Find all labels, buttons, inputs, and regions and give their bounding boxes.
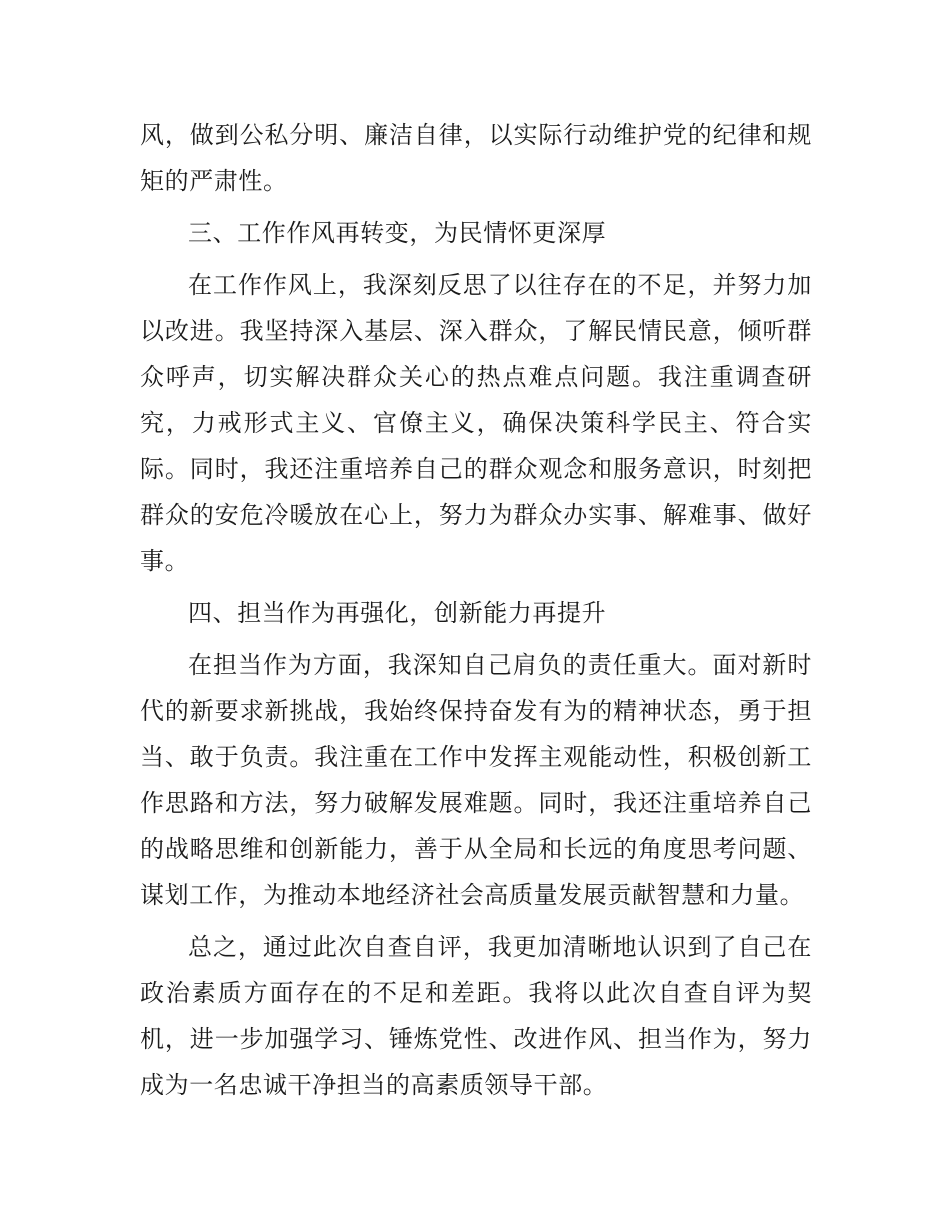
section-heading-4: 四、担当作为再强化，创新能力再提升 xyxy=(188,599,607,627)
paragraph-continuation: 风，做到公私分明、廉洁自律，以实际行动维护党的纪律和规矩的严肃性。 xyxy=(140,121,812,195)
paragraph-work-style: 在工作作风上，我深刻反思了以往存在的不足，并努力加以改进。我坚持深入基层、深入群众，了解民情民意，倾听群众呼声，切实解决群众关心的热点难点问题。我注重调查研究，力戒形式主义、官僚主义，确保决策科学民主、符合实际。同时，我还注重培养自己的群众观念和服务意识，时刻把群众的安危冷暖放在心上，努力为群众办实事、解难事、做好事。 xyxy=(140,271,812,575)
document-body xyxy=(140,112,812,1114)
paragraph-responsibility: 在担当作为方面，我深知自己肩负的责任重大。面对新时代的新要求新挑战，我始终保持奋发有为的精神状态，勇于担当、敢于负责。我注重在工作中发挥主观能动性，积极创新工作思路和方法，努力破解发展难题。同时，我还注重培养自己的战略思维和创新能力，善于从全局和长远的角度思考问题、谋划工作，为推动本地经济社会高质量发展贡献智慧和力量。 xyxy=(140,651,812,909)
paragraph-conclusion: 总之，通过此次自查自评，我更加清晰地认识到了自己在政治素质方面存在的不足和差距。我将以此次自查自评为契机，进一步加强学习、锤炼党性、改进作风、担当作为，努力成为一名忠诚干净担当的高素质领导干部。 xyxy=(140,933,812,1099)
section-heading-3: 三、工作作风再转变，为民情怀更深厚 xyxy=(188,219,607,247)
